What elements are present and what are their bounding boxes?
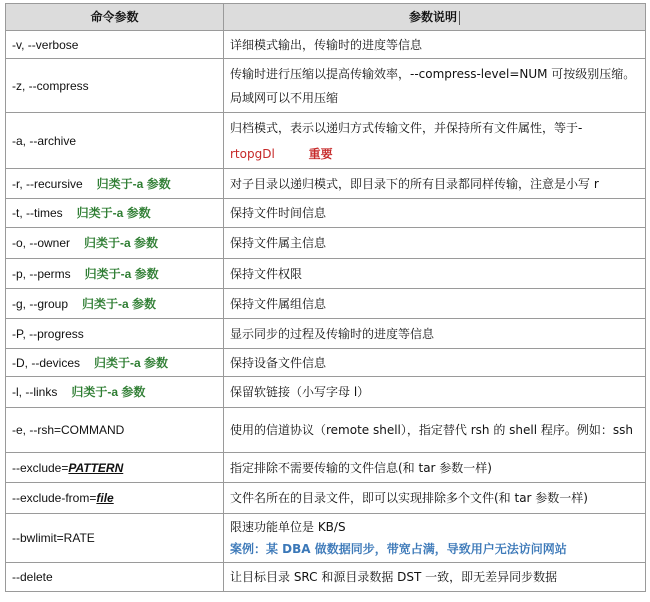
desc-cell: 保持文件属组信息: [224, 289, 646, 319]
desc-cell: 传输时进行压缩以提高传输效率，--compress-level=NUM 可按级别压缩。局域网可以不用压缩: [224, 59, 646, 113]
text-cursor: [459, 11, 460, 25]
param-cell: --bwlimit=RATE: [6, 514, 224, 563]
desc-cell: 保持文件时间信息: [224, 199, 646, 228]
table-row: [6, 453, 646, 483]
desc-cell: 保留软链接（小写字母 l）: [224, 377, 646, 408]
desc-cell: 文件名所在的目录文件，即可以实现排除多个文件(和 tar 参数一样): [224, 483, 646, 514]
param-cell: -r, --recursive 归类于-a 参数: [6, 169, 224, 199]
archive-tag: 归类于-a 参数: [76, 206, 151, 220]
flags-text: rtopgDl: [230, 146, 275, 161]
param-cell: --exclude-from=file: [6, 483, 224, 514]
param-cell: -l, --links 归类于-a 参数: [6, 377, 224, 408]
important-label: 重要: [308, 146, 333, 161]
table-row: [6, 59, 646, 113]
param-cell: -o, --owner 归类于-a 参数: [6, 228, 224, 259]
desc-cell: 保持文件属主信息: [224, 228, 646, 259]
desc-text: 限速功能单位是 KB/S: [230, 520, 346, 534]
table-row: [6, 31, 646, 59]
param-cell: -z, --compress: [6, 59, 224, 113]
desc-cell: 保持设备文件信息: [224, 349, 646, 377]
header-desc: 参数说明: [224, 4, 646, 31]
case-note: 案例：某 DBA 做数据同步，带宽占满，导致用户无法访问网站: [230, 542, 567, 556]
table-row: [6, 169, 646, 199]
param-cell: -g, --group 归类于-a 参数: [6, 289, 224, 319]
table-row: [6, 408, 646, 453]
table-row: [6, 228, 646, 259]
desc-cell: 使用的信道协议（remote shell），指定替代 rsh 的 shell 程序。例如：ssh: [224, 408, 646, 453]
param-cell: -t, --times 归类于-a 参数: [6, 199, 224, 228]
table-header-row: [6, 4, 646, 31]
table-row: [6, 199, 646, 228]
param-cell: -a, --archive: [6, 113, 224, 169]
desc-cell: 显示同步的过程及传输时的进度等信息: [224, 319, 646, 349]
header-param: 命令参数: [6, 4, 224, 31]
param-cell: --exclude=PATTERN: [6, 453, 224, 483]
desc-text: 归档模式，表示以递归方式传输文件，并保持所有文件属性，等于-: [230, 120, 583, 135]
archive-tag: 归类于-a 参数: [84, 236, 159, 250]
archive-tag: 归类于-a 参数: [94, 355, 169, 370]
table-row: [6, 289, 646, 319]
table-row: [6, 514, 646, 563]
archive-tag: 归类于-a 参数: [82, 296, 157, 311]
desc-cell: 详细模式输出，传输时的进度等信息: [224, 31, 646, 59]
table-row: [6, 483, 646, 514]
desc-cell: [224, 113, 646, 169]
table-row: [6, 319, 646, 349]
desc-cell: 指定排除不需要传输的文件信息(和 tar 参数一样): [224, 453, 646, 483]
desc-cell: 保持文件权限: [224, 259, 646, 289]
desc-cell: 让目标目录 SRC 和源目录数据 DST 一致，即无差异同步数据: [224, 563, 646, 592]
param-cell: -v, --verbose: [6, 31, 224, 59]
table-row: [6, 563, 646, 592]
archive-tag: 归类于-a 参数: [84, 266, 159, 281]
param-cell: --delete: [6, 563, 224, 592]
table-row: [6, 349, 646, 377]
table-row: [6, 377, 646, 408]
archive-tag: 归类于-a 参数: [71, 385, 146, 399]
param-cell: -D, --devices 归类于-a 参数: [6, 349, 224, 377]
param-cell: -P, --progress: [6, 319, 224, 349]
table-row: [6, 113, 646, 169]
rsync-options-table: [5, 3, 646, 592]
table-row: [6, 259, 646, 289]
param-cell: -e, --rsh=COMMAND: [6, 408, 224, 453]
param-cell: -p, --perms 归类于-a 参数: [6, 259, 224, 289]
desc-cell: 对子目录以递归模式，即目录下的所有目录都同样传输，注意是小写 r: [224, 169, 646, 199]
desc-cell: [224, 514, 646, 563]
archive-tag: 归类于-a 参数: [96, 176, 171, 191]
